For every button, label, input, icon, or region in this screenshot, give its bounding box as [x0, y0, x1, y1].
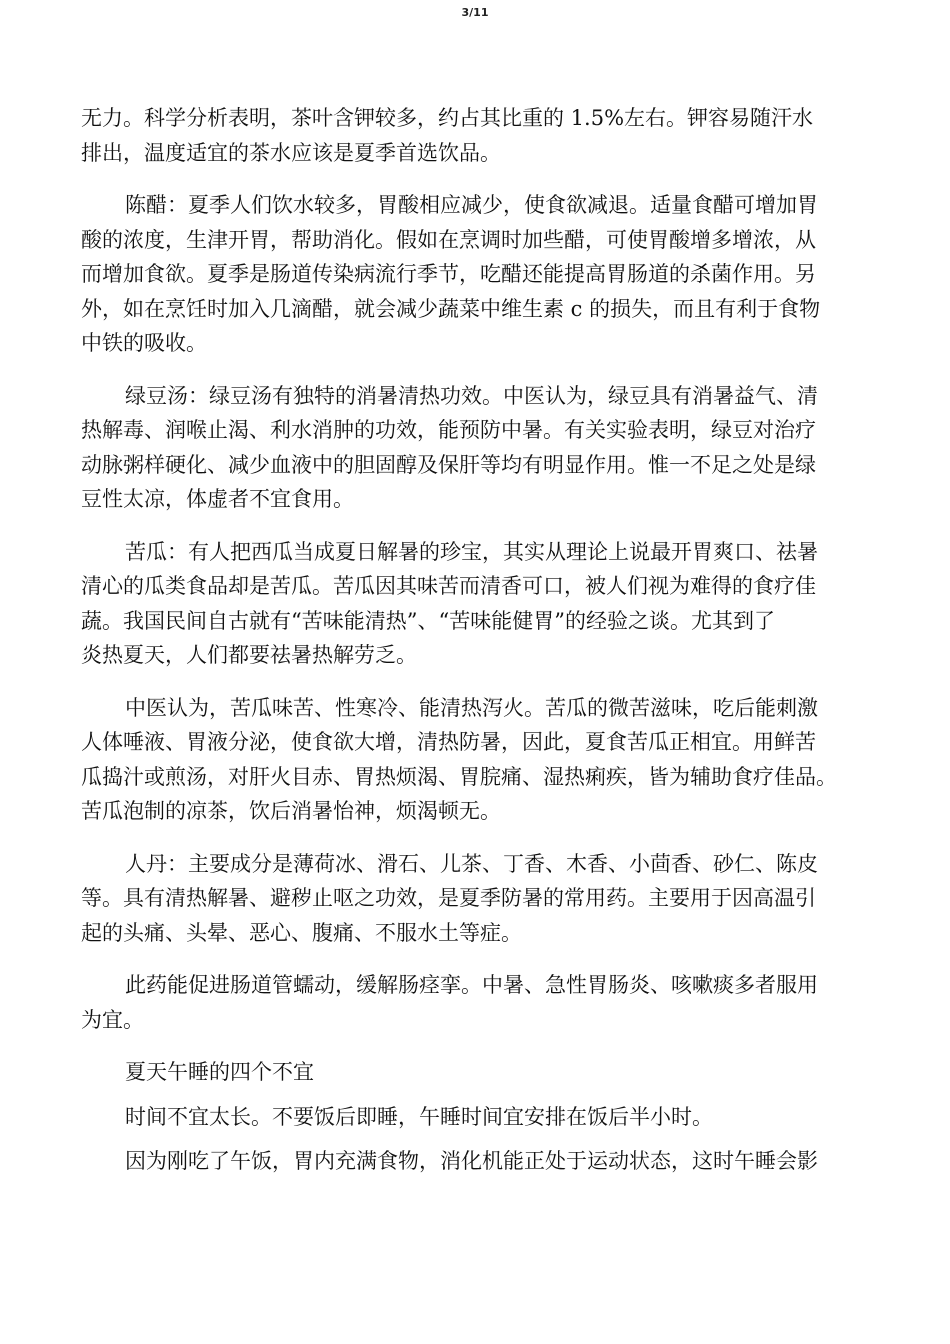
text-line: 陈醋：夏季人们饮水较多，胃酸相应减少，使食欲减退。适量食醋可增加胃	[125, 193, 818, 217]
text-line: 因为刚吃了午饭，胃内充满食物，消化机能正处于运动状态，这时午睡会影	[125, 1149, 818, 1173]
text-line: 动脉粥样硬化、减少血液中的胆固醇及保肝等均有明显作用。惟一不足之处是绿	[81, 452, 816, 477]
text-line: 而增加食欲。夏季是肠道传染病流行季节，吃醋还能提高胃肠道的杀菌作用。另	[81, 262, 816, 286]
text-line: 等。具有清热解暑、避秽止呕之功效，是夏季防暑的常用药。主要用于因高温引	[81, 886, 816, 910]
text-line: 起的头痛、头晕、恶心、腹痛、不服水土等症。	[81, 920, 522, 945]
text-line: 人体唾液、胃液分泌，使食欲大增，清热防暑，因此，夏食苦瓜正相宜。用鲜苦	[81, 730, 816, 754]
section-heading-nap	[81, 1055, 881, 1090]
text-line: 炎热夏天，人们都要祛暑热解劳乏。	[81, 643, 417, 667]
text-line: 排出，温度适宜的茶水应该是夏季首选饮品。	[81, 140, 501, 165]
text-line: 此药能促进肠道管蠕动，缓解肠痉挛。中暑、急性胃肠炎、咳嗽痰多者服用	[125, 973, 818, 997]
text-line: 中医认为，苦瓜味苦、性寒冷、能清热泻火。苦瓜的微苦滋味，吃后能刺激	[125, 695, 818, 720]
paragraph-vinegar	[81, 188, 881, 361]
text-line: 为宜。	[81, 1007, 144, 1032]
text-line: 瓜捣汁或煎汤，对肝火目赤、胃热烦渴、胃脘痛、湿热痢疾，皆为辅助食疗佳品。	[81, 764, 837, 789]
paragraph-rendan	[81, 847, 881, 951]
text-line: 苦瓜：有人把西瓜当成夏日解暑的珍宝，其实从理论上说最开胃爽口、祛暑	[125, 539, 818, 564]
document-body	[81, 101, 881, 1179]
text-line: 时间不宜太长。不要饭后即睡，午睡时间宜安排在饭后半小时。	[125, 1104, 713, 1129]
text-line: 绿豆汤：绿豆汤有独特的消暑清热功效。中医认为，绿豆具有消暑益气、清	[125, 383, 818, 408]
text-line: 人丹：主要成分是薄荷冰、滑石、儿茶、丁香、木香、小茴香、砂仁、陈皮	[125, 851, 818, 876]
text-line: 酸的浓度，生津开胃，帮助消化。假如在烹调时加些醋，可使胃酸增多增浓，从	[81, 227, 816, 252]
paragraph-nap-digestion	[81, 1144, 881, 1179]
text-line: 中铁的吸收。	[81, 331, 207, 355]
text-line: 夏天午睡的四个不宜	[125, 1060, 314, 1084]
paragraph-bitter-melon	[81, 535, 881, 673]
text-line: 苦瓜泡制的凉茶，饮后消暑怡神，烦渴顿无。	[81, 799, 501, 823]
text-line: 无力。科学分析表明，茶叶含钾较多，约占其比重的 1.5%左右。钾容易随汗水	[81, 106, 814, 130]
text-line: 蔬。我国民间自古就有“苦味能清热”、“苦味能健胃”的经验之谈。尤其到了	[81, 608, 775, 633]
paragraph-mung-bean-soup	[81, 379, 881, 517]
paragraph-tcm-bitter-melon	[81, 691, 881, 829]
paragraph-nap-duration	[81, 1100, 881, 1135]
text-line: 热解毒、润喉止渴、利水消肿的功效，能预防中暑。有关实验表明，绿豆对治疗	[81, 418, 816, 442]
paragraph-rendan-effects	[81, 968, 881, 1037]
text-line: 清心的瓜类食品却是苦瓜。苦瓜因其味苦而清香可口，被人们视为难得的食疗佳	[81, 574, 816, 598]
page-number: 3/11	[461, 6, 489, 19]
paragraph-tea-continued	[81, 101, 881, 170]
text-line: 豆性太凉，体虚者不宜食用。	[81, 487, 354, 511]
text-line: 外，如在烹饪时加入几滴醋，就会减少蔬菜中维生素 c 的损失，而且有利于食物	[81, 296, 821, 321]
